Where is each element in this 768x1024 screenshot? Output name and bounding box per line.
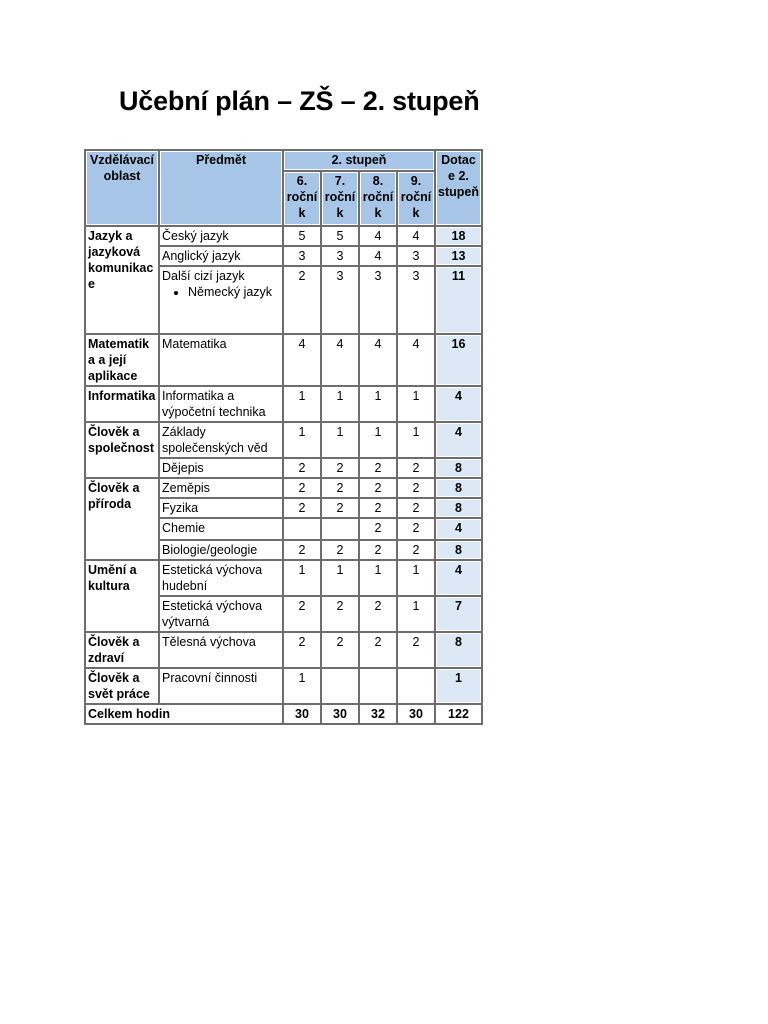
value-cell: 2 (397, 478, 435, 498)
value-cell: 2 (359, 478, 397, 498)
subject-cell: Estetická výchova hudební (159, 560, 283, 596)
value-cell: 3 (397, 246, 435, 266)
value-cell: 2 (359, 498, 397, 518)
dotace-cell: 16 (435, 334, 482, 386)
table-row (85, 478, 482, 498)
value-cell: 4 (321, 334, 359, 386)
subject-cell (159, 266, 283, 334)
value-cell: 1 (397, 596, 435, 632)
value-cell: 1 (283, 386, 321, 422)
value-cell: 2 (283, 498, 321, 518)
table-row (85, 632, 482, 668)
dotace-cell: 11 (435, 266, 482, 334)
value-cell: 2 (321, 596, 359, 632)
total-row (85, 704, 482, 724)
value-cell: 2 (321, 478, 359, 498)
dotace-cell: 4 (435, 386, 482, 422)
value-cell: 1 (283, 422, 321, 458)
value-cell: 4 (397, 334, 435, 386)
dotace-cell: 4 (435, 518, 482, 540)
dotace-cell: 8 (435, 540, 482, 560)
dotace-cell: 13 (435, 246, 482, 266)
header-area: Vzdělávací oblast (85, 150, 159, 226)
header-grade-9: 9. roční k (397, 171, 435, 226)
area-cell: Umění a kultura (85, 560, 159, 632)
header-subject: Předmět (159, 150, 283, 226)
value-cell: 2 (397, 540, 435, 560)
value-cell: 1 (321, 386, 359, 422)
subject-bullet-list (162, 284, 280, 300)
value-cell: 3 (321, 246, 359, 266)
value-cell: 5 (321, 226, 359, 246)
area-cell: Matematik a a její aplikace (85, 334, 159, 386)
value-cell: 1 (283, 668, 321, 704)
subject-cell: Informatika a výpočetní technika (159, 386, 283, 422)
value-cell: 1 (359, 422, 397, 458)
area-cell: Člověk a příroda (85, 478, 159, 560)
value-cell: 4 (359, 246, 397, 266)
value-cell: 2 (359, 458, 397, 478)
value-cell: 2 (397, 458, 435, 478)
value-cell: 2 (321, 540, 359, 560)
value-cell: 2 (359, 596, 397, 632)
subject-cell: Chemie (159, 518, 283, 540)
page-title: Učební plán – ZŠ – 2. stupeň (119, 86, 480, 116)
value-cell: 4 (283, 334, 321, 386)
value-cell: 1 (321, 560, 359, 596)
area-cell: Člověk a zdraví (85, 632, 159, 668)
value-cell: 5 (283, 226, 321, 246)
total-value: 30 (397, 704, 435, 724)
value-cell: 2 (283, 458, 321, 478)
dotace-cell: 8 (435, 458, 482, 478)
value-cell: 2 (359, 632, 397, 668)
subject-label: Další cizí jazyk (162, 269, 245, 283)
dotace-cell: 4 (435, 422, 482, 458)
total-value: 30 (321, 704, 359, 724)
subject-cell: Dějepis (159, 458, 283, 478)
subject-cell: Pracovní činnosti (159, 668, 283, 704)
value-cell (321, 518, 359, 540)
value-cell (397, 668, 435, 704)
value-cell (321, 668, 359, 704)
dotace-cell: 4 (435, 560, 482, 596)
value-cell: 2 (359, 518, 397, 540)
total-label: Celkem hodin (85, 704, 283, 724)
subject-cell: Zeměpis (159, 478, 283, 498)
header-grade-7: 7. roční k (321, 171, 359, 226)
value-cell: 1 (397, 560, 435, 596)
value-cell: 4 (359, 226, 397, 246)
header-grade-8: 8. roční k (359, 171, 397, 226)
table-row (85, 668, 482, 704)
total-dotace: 122 (435, 704, 482, 724)
value-cell: 2 (321, 458, 359, 478)
subject-cell: Fyzika (159, 498, 283, 518)
subject-cell: Anglický jazyk (159, 246, 283, 266)
bullet-item: • Německý jazyk (188, 284, 280, 300)
value-cell: 2 (283, 478, 321, 498)
dotace-cell: 8 (435, 632, 482, 668)
area-cell: Člověk a společnost (85, 422, 159, 478)
total-value: 30 (283, 704, 321, 724)
value-cell: 2 (359, 540, 397, 560)
value-cell: 4 (359, 334, 397, 386)
table-row (85, 334, 482, 386)
subject-cell: Základy společenských věd (159, 422, 283, 458)
value-cell: 2 (283, 540, 321, 560)
value-cell: 3 (321, 266, 359, 334)
value-cell: 3 (359, 266, 397, 334)
value-cell: 3 (397, 266, 435, 334)
value-cell: 4 (397, 226, 435, 246)
curriculum-table (84, 149, 483, 725)
value-cell (359, 668, 397, 704)
dotace-cell: 8 (435, 498, 482, 518)
area-cell: Člověk a svět práce (85, 668, 159, 704)
header-grade-group: 2. stupeň (283, 150, 435, 171)
table-row (85, 422, 482, 458)
value-cell: 2 (397, 632, 435, 668)
header-grade-6: 6. roční k (283, 171, 321, 226)
subject-cell: Estetická výchova výtvarná (159, 596, 283, 632)
dotace-cell: 8 (435, 478, 482, 498)
subject-cell: Biologie/geologie (159, 540, 283, 560)
value-cell: 1 (359, 560, 397, 596)
value-cell: 2 (397, 518, 435, 540)
value-cell: 2 (397, 498, 435, 518)
value-cell: 2 (283, 596, 321, 632)
dotace-cell: 18 (435, 226, 482, 246)
area-cell: Informatika (85, 386, 159, 422)
subject-cell: Tělesná výchova (159, 632, 283, 668)
table-row (85, 386, 482, 422)
table-row (85, 226, 482, 246)
value-cell (283, 518, 321, 540)
value-cell: 2 (321, 498, 359, 518)
value-cell: 2 (321, 632, 359, 668)
dotace-cell: 1 (435, 668, 482, 704)
value-cell: 1 (397, 422, 435, 458)
subject-cell: Český jazyk (159, 226, 283, 246)
value-cell: 1 (283, 560, 321, 596)
value-cell: 1 (359, 386, 397, 422)
value-cell: 3 (283, 246, 321, 266)
header-dotace: Dotac e 2. stupeň (435, 150, 482, 226)
area-cell: Jazyk a jazyková komunikac e (85, 226, 159, 334)
total-value: 32 (359, 704, 397, 724)
value-cell: 2 (283, 266, 321, 334)
table-row (85, 560, 482, 596)
subject-cell: Matematika (159, 334, 283, 386)
dotace-cell: 7 (435, 596, 482, 632)
value-cell: 2 (283, 632, 321, 668)
value-cell: 1 (397, 386, 435, 422)
value-cell: 1 (321, 422, 359, 458)
